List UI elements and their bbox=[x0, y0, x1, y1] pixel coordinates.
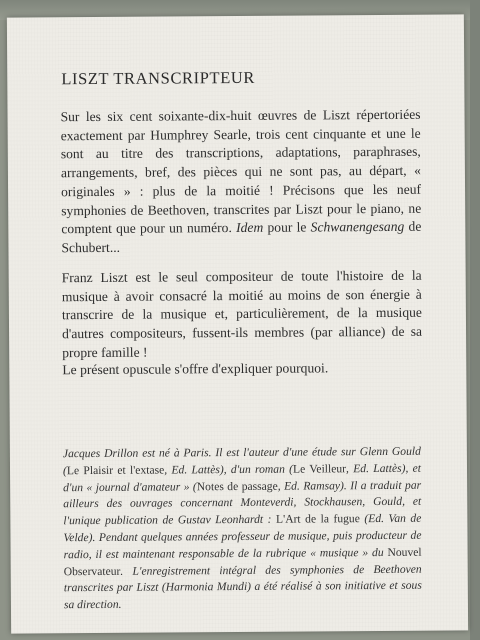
bio-text-span: Jacques Drillon est né à Paris. Il est l'auteur d'une étude sur Glenn Gould ( bbox=[62, 444, 421, 478]
work-title-span: Notes de passage bbox=[196, 479, 278, 493]
paragraph-purpose bbox=[62, 359, 422, 380]
paragraph-purpose-text: Le présent opuscule s'offre d'expliquer pourquoi. bbox=[62, 360, 329, 378]
book-page bbox=[7, 14, 468, 633]
bio-text-span: , Ed. Lattès), d'un roman ( bbox=[164, 462, 294, 477]
work-title-span: Nouvel Observateur bbox=[63, 545, 422, 578]
bio-text-span: , Ed. Lattès), et d'un « journal d'amateur » ( bbox=[63, 461, 422, 494]
background-surface-right bbox=[470, 0, 480, 640]
italic-title-span: Schwanengesang bbox=[310, 219, 405, 235]
work-title-span: Le Plaisir et l'extase bbox=[66, 463, 165, 477]
author-bio bbox=[63, 444, 422, 614]
paragraph-liszt bbox=[62, 267, 423, 363]
work-title-span: L'Art de la fugue bbox=[275, 512, 360, 526]
paragraph-liszt-text: Franz Liszt est le seul compositeur de toute l'histoire de la musique à avoir consacré la moitié au moins de son énergie à transcrire de la musique et, particulièrement, de la musique d'autres compositeurs, fussent-ils membres (par alliance) de sa propre famille ! bbox=[61, 267, 423, 361]
text-span: de Schubert... bbox=[61, 218, 422, 256]
text-span: Sur les six cent soixante-dix-huit œuvres de Liszt répertoriées exactement par Humphrey Searle, trois cent cinquante et une le sont au titre des transcriptions, adaptations, paraphrases, arrangements, bref, des pièces qui ne sont pas, au départ, « originales » : plus de la moitié ! Précisons que les neuf symphonies de Beethoven, transcrites par Liszt pour le piano, ne comptent que pour un numéro. bbox=[60, 106, 422, 237]
text-span: pour le bbox=[263, 219, 311, 236]
paragraph-intro-text bbox=[60, 106, 421, 258]
bio-text-span: , Ed. Ramsay). Il a traduit par ailleurs des ouvrages concernant Monteverdi, Stockhausen, Gould, et l'unique publication de Gustav Leonhardt : bbox=[63, 478, 422, 528]
author-bio-text bbox=[63, 444, 422, 614]
page-title: LISZT TRANSCRIPTEUR bbox=[61, 67, 256, 89]
bio-text-span: (Ed. Van de Velde). Pendant quelques années professeur de musique, puis producteur de radio, il est maintenant responsable de la rubrique « musique » du bbox=[63, 511, 422, 562]
bio-text-span: . L'enregistrement intégral des symphonies de Beethoven transcrites par Liszt (Harmonia Mundi) a été réalisé à son initiative et sous sa direction. bbox=[63, 562, 422, 612]
italic-title-span: Idem bbox=[236, 220, 264, 236]
paragraph-intro bbox=[60, 106, 421, 258]
work-title-span: Le Veilleur bbox=[292, 462, 347, 476]
